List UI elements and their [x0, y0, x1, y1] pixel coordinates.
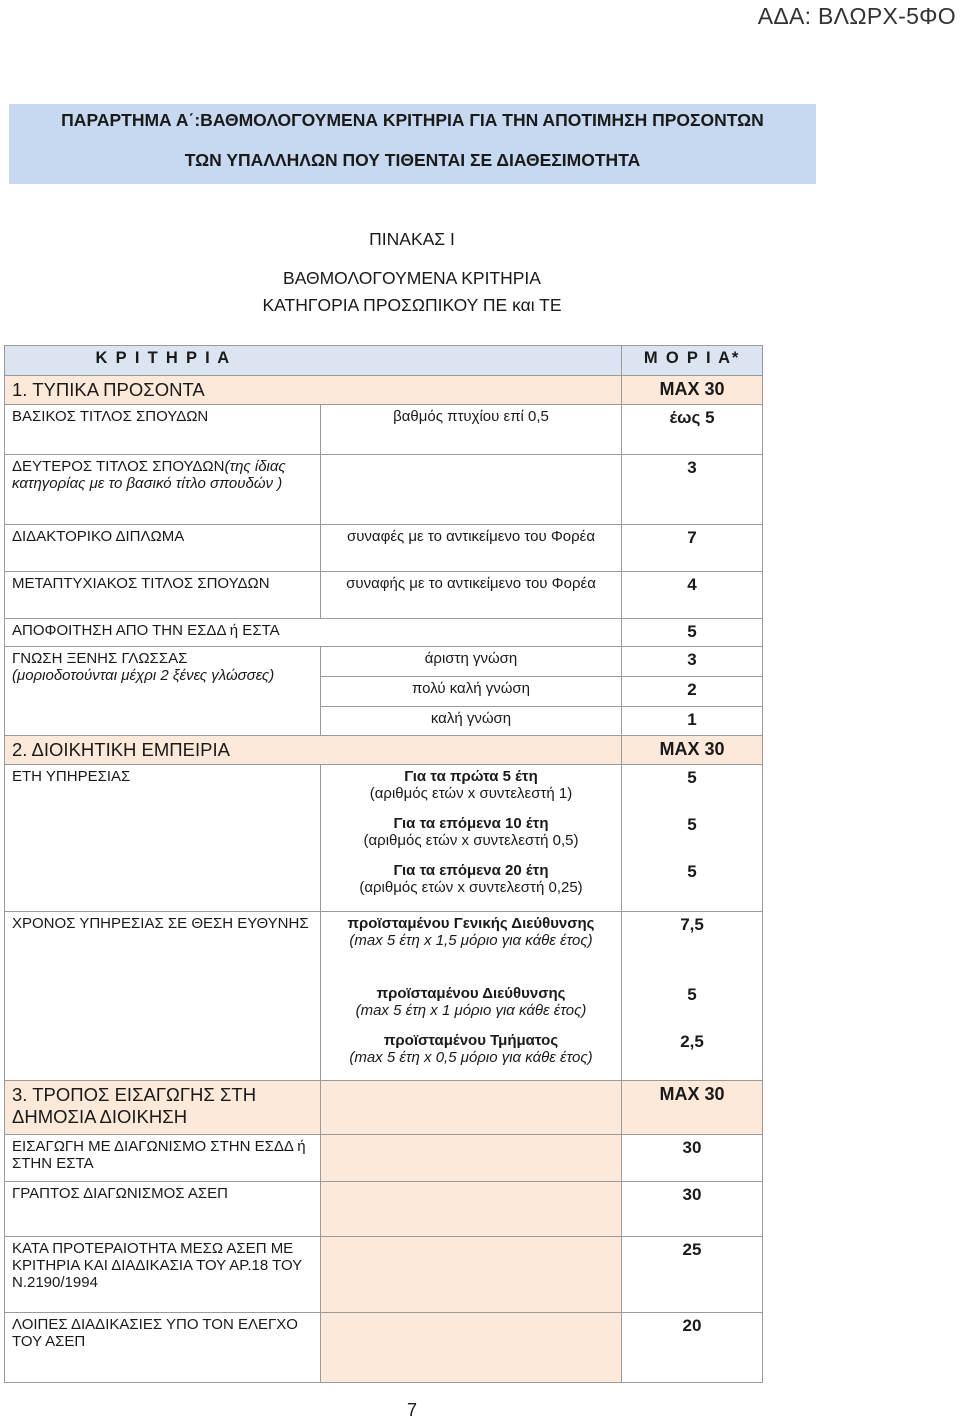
level-detail: Για τα επόμενα 20 έτη [393, 862, 549, 879]
level-value: 5 [687, 815, 697, 834]
criterion-value: 3 [622, 455, 763, 525]
category-title: ΚΑΤΗΓΟΡΙΑ ΠΡΟΣΩΠΙΚΟΥ ΠΕ και ΤΕ [262, 295, 562, 315]
section-title: 2. ΔΙΟΙΚΗΤΙΚΗ ΕΜΠΕΙΡΙΑ [5, 736, 622, 765]
level-value: 5 [687, 985, 697, 1004]
section-row [5, 736, 763, 765]
criterion-value: έως 5 [622, 405, 763, 455]
criterion-label-note: (μοριοδοτούνται μέχρι 2 ξένες γλώσσες) [12, 667, 275, 684]
criterion-label: ΛΟΙΠΕΣ ΔΙΑΔΙΚΑΣΙΕΣ ΥΠΟ ΤΟΝ ΕΛΕΓΧΟ ΤΟΥ ΑΣΕΠ [5, 1313, 321, 1383]
level-note: (max 5 έτη x 1 μόριο για κάθε έτος) [355, 1002, 587, 1019]
criterion-label-note: (της ίδιας κατηγορίας με το βασικό τίτλο σπουδών ) [12, 458, 286, 492]
section-max: MAX 30 [622, 376, 763, 405]
criterion-label-main: ΓΝΩΣΗ ΞΕΝΗΣ ΓΛΩΣΣΑΣ [12, 650, 188, 667]
level-value: 2 [622, 677, 763, 707]
level-value: 7,5 [680, 915, 704, 934]
level-value: 5 [687, 862, 697, 881]
level-detail: Για τα πρώτα 5 έτη [404, 768, 538, 785]
criterion-levels-values [622, 912, 763, 1081]
section-row [5, 376, 763, 405]
level-detail: άριστη γνώση [321, 647, 622, 677]
table-row [5, 1237, 763, 1313]
table-row [5, 1135, 763, 1182]
table-row [5, 619, 763, 647]
header-points: Μ Ο Ρ Ι Α* [622, 346, 763, 376]
criterion-value: 4 [622, 572, 763, 619]
level-note: (αριθμός ετών x συντελεστή 0,5) [363, 832, 579, 849]
criterion-value: 30 [622, 1135, 763, 1182]
table-row [5, 525, 763, 572]
level-detail: Για τα επόμενα 10 έτη [393, 815, 549, 832]
page-number: 7 [406, 1400, 417, 1420]
criterion-value: 7 [622, 525, 763, 572]
criterion-detail [321, 1182, 622, 1237]
section-spacer [321, 1081, 622, 1135]
section-max: MAX 30 [622, 1081, 763, 1135]
criterion-label: ΒΑΣΙΚΟΣ ΤΙΤΛΟΣ ΣΠΟΥΔΩΝ [5, 405, 321, 455]
criterion-value: 30 [622, 1182, 763, 1237]
table-row [5, 647, 763, 677]
section-max: MAX 30 [622, 736, 763, 765]
section-title: 3. ΤΡΟΠΟΣ ΕΙΣΑΓΩΓΗΣ ΣΤΗ ΔΗΜΟΣΙΑ ΔΙΟΙΚΗΣΗ [5, 1081, 321, 1135]
level-value: 1 [622, 707, 763, 736]
criterion-levels [321, 912, 622, 1081]
ada-stamp: ΑΔΑ: ΒΛΩΡΧ-5ΦΟ [757, 3, 956, 29]
criterion-detail [321, 1135, 622, 1182]
section-row [5, 1081, 763, 1135]
criterion-label: ΓΡΑΠΤΟΣ ΔΙΑΓΩΝΙΣΜΟΣ ΑΣΕΠ [5, 1182, 321, 1237]
table-row [5, 765, 763, 912]
criterion-label-main: ΔΕΥΤΕΡΟΣ ΤΙΤΛΟΣ ΣΠΟΥΔΩΝ [12, 458, 225, 475]
table-header-row [5, 346, 763, 376]
criterion-label: ΧΡΟΝΟΣ ΥΠΗΡΕΣΙΑΣ ΣΕ ΘΕΣΗ ΕΥΘΥΝΗΣ [5, 912, 321, 1081]
appendix-title-box [9, 104, 816, 184]
criterion-label [5, 647, 321, 736]
criterion-label: ΔΙΔΑΚΤΟΡΙΚΟ ΔΙΠΛΩΜΑ [5, 525, 321, 572]
criterion-value: 5 [622, 619, 763, 647]
criterion-detail [321, 1237, 622, 1313]
level-note: (max 5 έτη x 0,5 μόριο για κάθε έτος) [349, 1049, 593, 1066]
table-row [5, 572, 763, 619]
table-row [5, 1182, 763, 1237]
criterion-label: ΑΠΟΦΟΙΤΗΣΗ ΑΠΟ ΤΗΝ ΕΣΔΔ ή ΕΣΤΑ [5, 619, 622, 647]
level-detail: προϊσταμένου Γενικής Διεύθυνσης [347, 915, 595, 932]
criterion-detail: βαθμός πτυχίου επί 0,5 [321, 405, 622, 455]
criterion-value: 20 [622, 1313, 763, 1383]
criterion-detail: συναφής με το αντικείμενο του Φορέα [321, 572, 622, 619]
criterion-detail [321, 1313, 622, 1383]
table-row [5, 455, 763, 525]
criterion-levels-values [622, 765, 763, 912]
level-note: (max 5 έτη x 1,5 μόριο για κάθε έτος) [349, 932, 593, 949]
table-row [5, 405, 763, 455]
appendix-title-line-2: ΤΩΝ ΥΠΑΛΛΗΛΩΝ ΠΟΥ ΤΙΘΕΝΤΑΙ ΣΕ ΔΙΑΘΕΣΙΜΟΤΗΤΑ [184, 150, 641, 170]
criteria-table [4, 345, 763, 1383]
table-row [5, 1313, 763, 1383]
criterion-detail: συναφές με το αντικείμενο του Φορέα [321, 525, 622, 572]
level-value: 2,5 [680, 1032, 704, 1051]
criterion-levels [321, 765, 622, 912]
table-row [5, 912, 763, 1081]
table-title: ΠΙΝΑΚΑΣ Ι [369, 229, 455, 249]
criterion-label: ΚΑΤΑ ΠΡΟΤΕΡΑΙΟΤΗΤΑ ΜΕΣΩ ΑΣΕΠ ΜΕ ΚΡΙΤΗΡΙΑ ΚΑΙ ΔΙΑΔΙΚΑΣΙΑ ΤΟΥ ΑΡ.18 ΤΟΥ Ν.2190/1994 [5, 1237, 321, 1313]
criterion-detail [321, 455, 622, 525]
level-detail: πολύ καλή γνώση [321, 677, 622, 707]
level-detail: καλή γνώση [321, 707, 622, 736]
header-criteria: Κ Ρ Ι Τ Η Ρ Ι Α [5, 346, 622, 376]
level-value: 5 [687, 768, 697, 787]
level-detail: προϊσταμένου Τμήματος [383, 1032, 559, 1049]
criterion-value: 25 [622, 1237, 763, 1313]
criterion-label [5, 455, 321, 525]
level-note: (αριθμός ετών x συντελεστή 1) [369, 785, 573, 802]
level-value: 3 [622, 647, 763, 677]
level-note: (αριθμός ετών x συντελεστή 0,25) [359, 879, 583, 896]
criteria-title: ΒΑΘΜΟΛΟΓΟΥΜΕΝΑ ΚΡΙΤΗΡΙΑ [283, 268, 541, 288]
criterion-label: ΕΙΣΑΓΩΓΗ ΜΕ ΔΙΑΓΩΝΙΣΜΟ ΣΤΗΝ ΕΣΔΔ ή ΣΤΗΝ ΕΣΤΑ [5, 1135, 321, 1182]
appendix-title-line-1: ΠΑΡΑΡΤΗΜΑ Α΄:ΒΑΘΜΟΛΟΓΟΥΜΕΝΑ ΚΡΙΤΗΡΙΑ ΓΙΑ ΤΗΝ ΑΠΟΤΙΜΗΣΗ ΠΡΟΣΟΝΤΩΝ [61, 110, 764, 130]
criterion-label: ΜΕΤΑΠΤΥΧΙΑΚΟΣ ΤΙΤΛΟΣ ΣΠΟΥΔΩΝ [5, 572, 321, 619]
section-title: 1. ΤΥΠΙΚΑ ΠΡΟΣΟΝΤΑ [5, 376, 622, 405]
level-detail: προϊσταμένου Διεύθυνσης [376, 985, 566, 1002]
criterion-label: ΕΤΗ ΥΠΗΡΕΣΙΑΣ [5, 765, 321, 912]
